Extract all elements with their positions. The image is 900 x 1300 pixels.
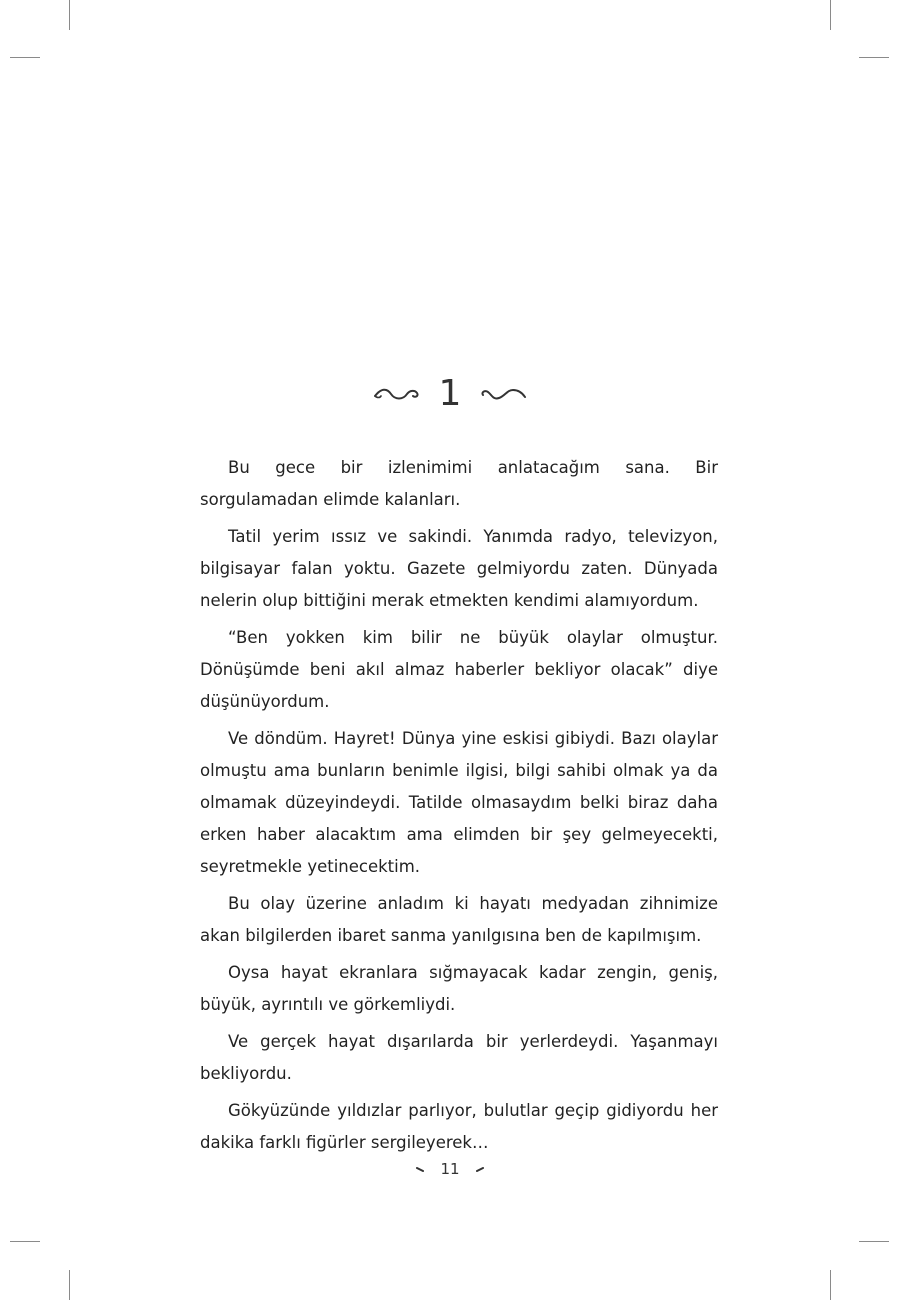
chapter-text (200, 452, 718, 1164)
crop-mark-top-right (830, 0, 831, 30)
chapter-number: 1 (438, 373, 462, 414)
crop-mark-left-top (10, 57, 40, 58)
swirl-ornament-icon (479, 384, 527, 404)
crop-mark-left-bottom (10, 1241, 40, 1242)
paragraph: Bu olay üzerine anladım ki hayatı medyadan zihnimize akan bilgilerden ibaret sanma yanılgısına ben de kapılmışım. (200, 894, 718, 945)
crop-mark-right-top (859, 57, 889, 58)
chapter-heading (0, 372, 900, 416)
paragraph: Ve gerçek hayat dışarılarda bir yerlerdeydi. Yaşanmayı bekliyordu. (200, 1032, 718, 1083)
tick-ornament-icon (476, 1166, 484, 1172)
crop-mark-right-bottom (859, 1241, 889, 1242)
paragraph: “Ben yokken kim bilir ne büyük olaylar olmuştur. Dönüşümde beni akıl almaz haberler bekliyor olacak” diye düşünüyordum. (200, 628, 718, 711)
crop-mark-bottom-left (69, 1270, 70, 1300)
crop-mark-top-left (69, 0, 70, 30)
swirl-ornament-icon (373, 384, 421, 404)
tick-ornament-icon (416, 1166, 424, 1172)
paragraph: Ve döndüm. Hayret! Dünya yine eskisi gibiydi. Bazı olaylar olmuştu ama bunların benimle ilgisi, bilgi sahibi olmak ya da olmamak düzeyindeydi. Tatilde olmasaydım belki biraz daha erken haber alacaktım ama elimden bir şey gelmeyecekti, seyretmekle yetinecektim. (200, 729, 718, 876)
paragraph: Gökyüzünde yıldızlar parlıyor, bulutlar geçip gidiyordu her dakika farklı figürler sergileyerek… (200, 1101, 718, 1152)
page-number: 11 (440, 1160, 460, 1178)
paragraph: Tatil yerim ıssız ve sakindi. Yanımda radyo, televizyon, bilgisayar falan yoktu. Gazete gelmiyordu zaten. Dünyada nelerin olup bittiğini merak etmekten kendimi alamıyordum. (200, 527, 718, 610)
paragraph: Bu gece bir izlenimimi anlatacağım sana. Bir sorgulamadan elimde kalanları. (200, 458, 718, 509)
page-footer (0, 1160, 900, 1178)
crop-mark-bottom-right (830, 1270, 831, 1300)
paragraph: Oysa hayat ekranlara sığmayacak kadar zengin, geniş, büyük, ayrıntılı ve görkemliydi. (200, 963, 718, 1014)
